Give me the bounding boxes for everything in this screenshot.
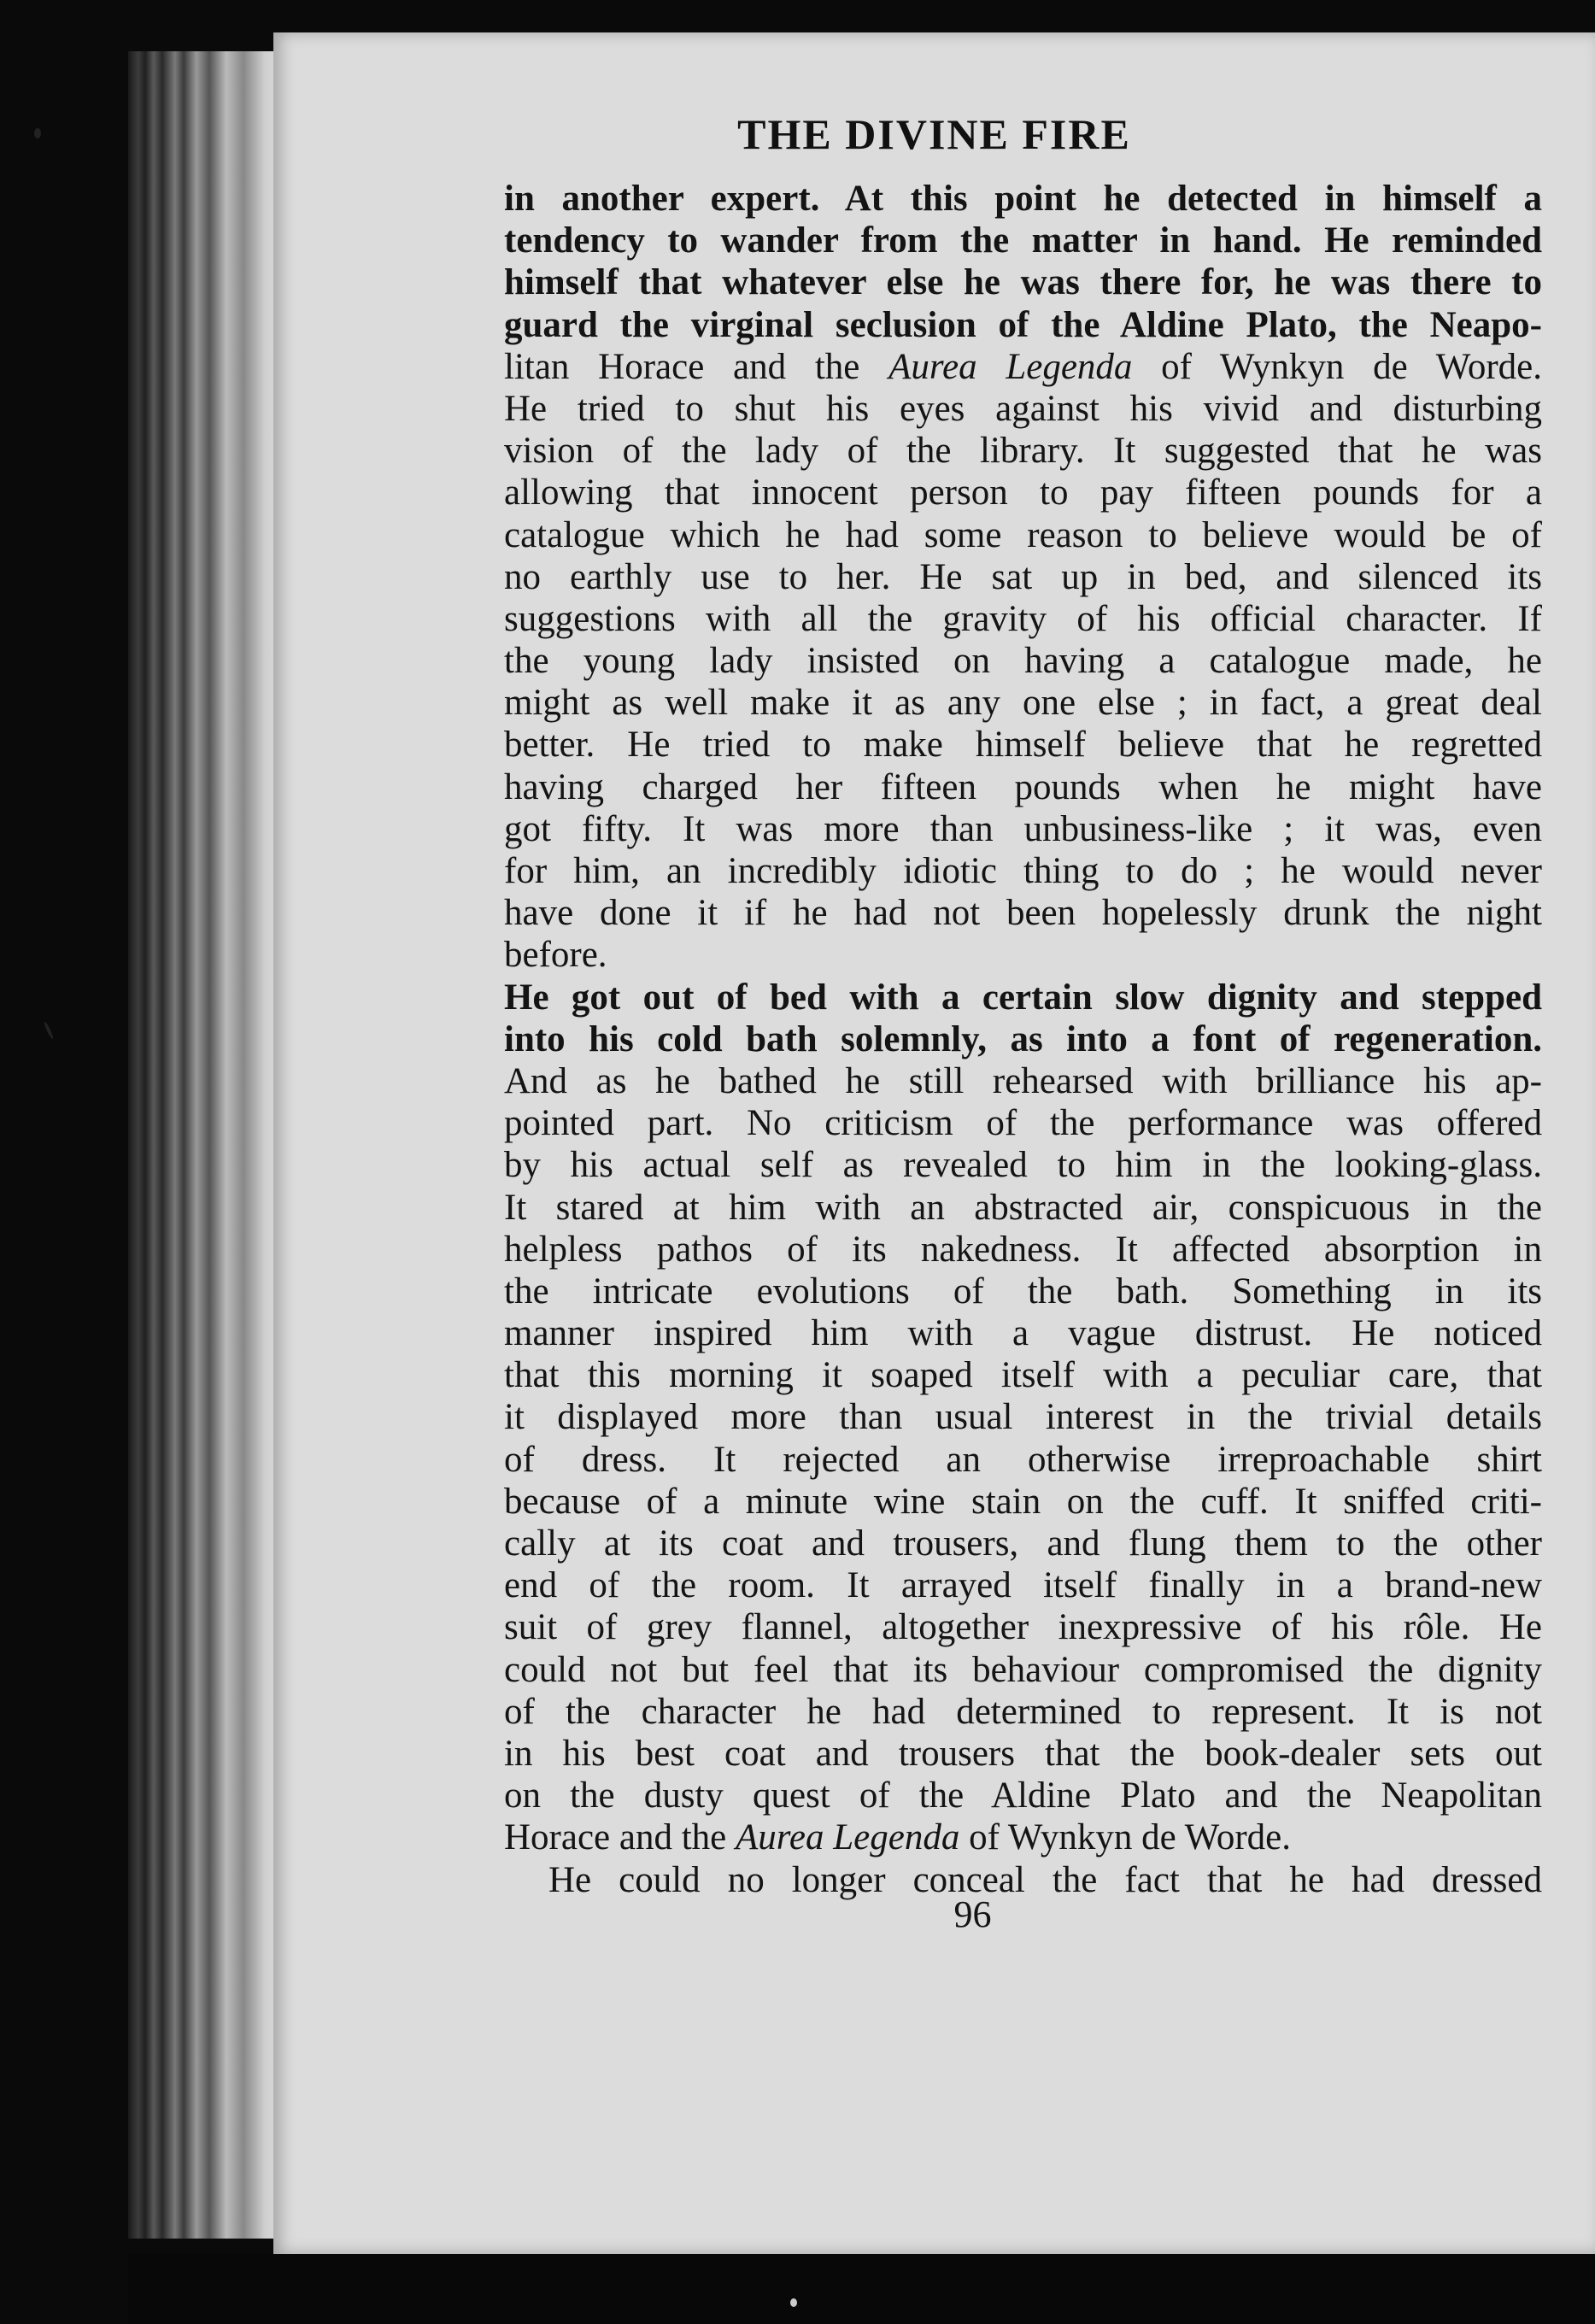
- text-line: of dress. It rejected an otherwise irreproachable shirt: [504, 1439, 1542, 1480]
- text-line: into his cold bath solemnly, as into a font of regeneration.: [504, 1018, 1542, 1059]
- text-line: tendency to wander from the matter in hand. He reminded: [504, 220, 1542, 261]
- text-line: of the character he had determined to represent. It is not: [504, 1691, 1542, 1732]
- text-line: the intricate evolutions of the bath. Something in its: [504, 1271, 1542, 1312]
- text-fragment: litan Horace and the: [504, 346, 889, 387]
- italic-title: Aurea Legenda: [888, 346, 1133, 387]
- text-line: have done it if he had not been hopelessly drunk the night: [504, 893, 1542, 934]
- text-line: guard the virginal seclusion of the Aldine Plato, the Neapo-: [504, 304, 1542, 345]
- body-text: [504, 178, 1542, 1901]
- text-line: no earthly use to her. He sat up in bed, and silenced its: [504, 556, 1542, 597]
- text-line: might as well make it as any one else ; in fact, a great deal: [504, 683, 1542, 724]
- text-line: He tried to shut his eyes against his vivid and disturbing: [504, 388, 1542, 429]
- text-line: end of the room. It arrayed itself finally in a brand-new: [504, 1565, 1542, 1606]
- text-line: on the dusty quest of the Aldine Plato and the Neapolitan: [504, 1775, 1542, 1816]
- text-line: pointed part. No criticism of the performance was offered: [504, 1103, 1542, 1144]
- text-line: before.: [504, 935, 607, 976]
- text-line: the young lady insisted on having a catalogue made, he: [504, 641, 1542, 682]
- scan-top-border: [128, 0, 1595, 32]
- text-line: suit of grey flannel, altogether inexpressive of his rôle. He: [504, 1607, 1542, 1648]
- running-head: THE DIVINE FIRE: [737, 110, 1131, 158]
- scan-speck: [790, 2298, 797, 2307]
- page-edges: [128, 51, 278, 2239]
- text-line: could not but feel that its behaviour compromised the dignity: [504, 1649, 1542, 1690]
- text-line: because of a minute wine stain on the cuff. It sniffed criti-: [504, 1481, 1542, 1522]
- page-number: 96: [953, 1893, 992, 1935]
- text-fragment: of Wynkyn de Worde.: [959, 1817, 1291, 1858]
- text-line: catalogue which he had some reason to believe would be of: [504, 514, 1542, 555]
- text-line: manner inspired him with a vague distrust. He noticed: [504, 1313, 1542, 1354]
- text-line: He got out of bed with a certain slow dignity and stepped: [504, 977, 1542, 1018]
- italic-title: Aurea Legenda: [736, 1817, 960, 1858]
- text-line: by his actual self as revealed to him in the looking-glass.: [504, 1145, 1542, 1186]
- text-line: in another expert. At this point he detected in himself a: [504, 179, 1542, 219]
- text-line: cally at its coat and trousers, and flung them to the other: [504, 1523, 1542, 1564]
- text-line: And as he bathed he still rehearsed with brilliance his ap-: [504, 1060, 1542, 1101]
- text-line: suggestions with all the gravity of his official character. If: [504, 598, 1542, 639]
- text-line: himself that whatever else he was there for, he was there to: [504, 262, 1542, 303]
- text-line: helpless pathos of its nakedness. It affected absorption in: [504, 1229, 1542, 1270]
- text-line: it displayed more than usual interest in the trivial details: [504, 1397, 1542, 1438]
- text-line: [504, 1816, 1542, 1858]
- text-fragment: of Wynkyn de Worde.: [1132, 346, 1542, 387]
- text-line: better. He tried to make himself believe that he regretted: [504, 725, 1542, 766]
- text-line: in his best coat and trousers that the book-dealer sets out: [504, 1733, 1542, 1774]
- text-line: having charged her fifteen pounds when he might have: [504, 766, 1542, 807]
- text-fragment: Horace and the: [504, 1817, 736, 1858]
- text-line: got fifty. It was more than unbusiness-like ; it was, even: [504, 808, 1542, 849]
- text-line: for him, an incredibly idiotic thing to do ; he would never: [504, 851, 1542, 891]
- text-line: [504, 346, 1542, 388]
- text-line: He could no longer conceal the fact that he had dressed: [548, 1859, 1542, 1900]
- scan-bottom-border: [128, 2254, 1595, 2324]
- text-line: that this morning it soaped itself with a peculiar care, that: [504, 1355, 1542, 1396]
- text-line: It stared at him with an abstracted air, conspicuous in the: [504, 1187, 1542, 1228]
- scan-speck: [34, 128, 41, 138]
- text-line: allowing that innocent person to pay fifteen pounds for a: [504, 472, 1542, 514]
- text-line: vision of the lady of the library. It suggested that he was: [504, 431, 1542, 472]
